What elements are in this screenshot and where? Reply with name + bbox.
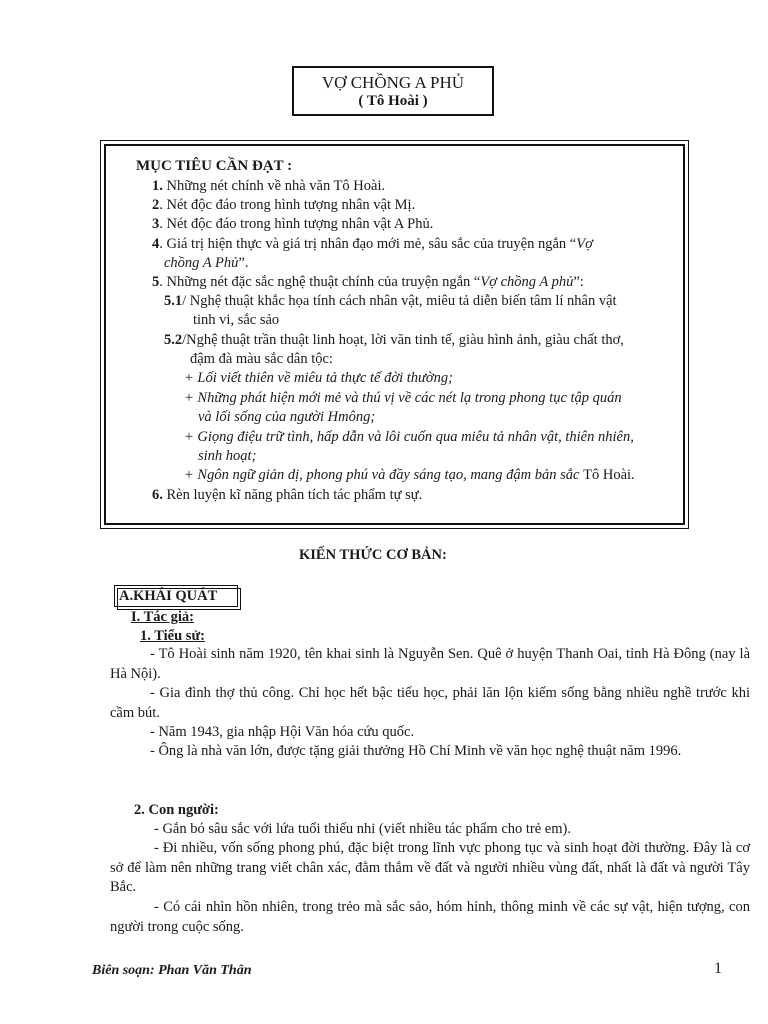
bio-paragraph-3: - Năm 1943, gia nhập Hội Văn hóa cứu quốc. <box>150 724 415 740</box>
document-author: ( Tô Hoài ) <box>358 93 428 109</box>
footer-author: Biên soạn: Phan Văn Thân <box>92 963 252 978</box>
bullet-4: + Ngôn ngữ giản dị, phong phú và đầy sáng tạo, mang đậm bản sắc Tô Hoài. <box>184 467 635 483</box>
objective-item-1: 1. Những nét chính về nhà văn Tô Hoài. <box>152 178 386 194</box>
objective-item-4-cont: chồng A Phủ”. <box>164 255 249 271</box>
person-paragraph-1: - Gắn bó sâu sắc với lứa tuổi thiếu nhi (viết nhiều tác phẩm cho trẻ em). <box>154 821 571 837</box>
document-title: VỢ CHỒNG A PHỦ <box>321 73 465 92</box>
person-paragraph-2: - Đi nhiều, vốn sống phong phú, đặc biệt trong lĩnh vực phong tục và sinh hoạt đời thường. Đây là cơ sở để làm nên những trang viết chân xác, đằm thắm về đất và người nhiều vùng đất, nhất là đất và người Tây Bắc. <box>110 840 750 895</box>
bio-paragraph-4: - Ông là nhà văn lớn, được tặng giải thưởng Hồ Chí Minh về văn học nghệ thuật năm 1996. <box>150 743 682 759</box>
objective-item-5: 5. Những nét đặc sắc nghệ thuật chính của truyện ngắn “Vợ chồng A phủ”: <box>152 274 584 290</box>
basics-heading: KIẾN THỨC CƠ BẢN: <box>299 547 447 563</box>
objective-sub-5-1-cont: tinh vi, sắc sảo <box>193 312 280 328</box>
bullet-1: + Lối viết thiên về miêu tả thực tế đời thường; <box>184 370 453 386</box>
title-box <box>292 66 494 116</box>
page-number: 1 <box>714 960 722 977</box>
bullet-2: + Những phát hiện mới mẻ và thú vị về các nét lạ trong phong tục tập quán <box>184 390 622 406</box>
bio-heading: 1. Tiểu sử: <box>140 628 205 644</box>
person-paragraph-3: - Có cái nhìn hồn nhiên, trong trẻo mà sắc sảo, hóm hỉnh, thông minh về các sự vật, hiện tượng, con người trong cuộc sống. <box>110 899 750 935</box>
objectives-heading: MỤC TIÊU CẦN ĐẠT : <box>136 158 293 174</box>
objective-item-3: 3. Nét độc đáo trong hình tượng nhân vật A Phủ. <box>152 216 434 232</box>
objective-sub-5-2-cont: đậm đà màu sắc dân tộc: <box>190 351 333 367</box>
person-heading: 2. Con người: <box>134 802 219 818</box>
objective-item-2: 2. Nét độc đáo trong hình tượng nhân vật Mị. <box>152 197 416 213</box>
bullet-3-cont: sinh hoạt; <box>198 448 257 464</box>
objective-item-4: 4. Giá trị hiện thực và giá trị nhân đạo mới mẻ, sâu sắc của truyện ngắn “Vợ <box>152 236 593 252</box>
bio-paragraph-1: - Tô Hoài sinh năm 1920, tên khai sinh là Nguyễn Sen. Quê ở huyện Thanh Oai, tỉnh Hà Đông (nay là Hà Nội). <box>110 646 750 682</box>
bullet-2-cont: và lối sống của người Hmông; <box>198 409 376 425</box>
bio-paragraph-2: - Gia đình thợ thủ công. Chỉ học hết bậc tiểu học, phải lăn lộn kiếm sống bằng nhiều nghề trước khi cầm bút. <box>110 685 750 721</box>
objective-sub-5-2: 5.2/Nghệ thuật trần thuật linh hoạt, lời văn tinh tế, giàu hình ảnh, giàu chất thơ, <box>164 332 624 348</box>
author-heading: I. Tác giả: <box>131 609 194 625</box>
section-a-label: A.KHÁI QUÁT <box>119 588 218 604</box>
objective-sub-5-1: 5.1/ Nghệ thuật khắc họa tính cách nhân vật, miêu tả diễn biến tâm lí nhân vật <box>164 293 617 309</box>
objective-item-6: 6. Rèn luyện kĩ năng phân tích tác phẩm tự sự. <box>152 487 423 503</box>
bullet-3: + Giọng điệu trữ tình, hấp dẫn và lôi cuốn qua miêu tả nhân vật, thiên nhiên, <box>184 429 634 445</box>
